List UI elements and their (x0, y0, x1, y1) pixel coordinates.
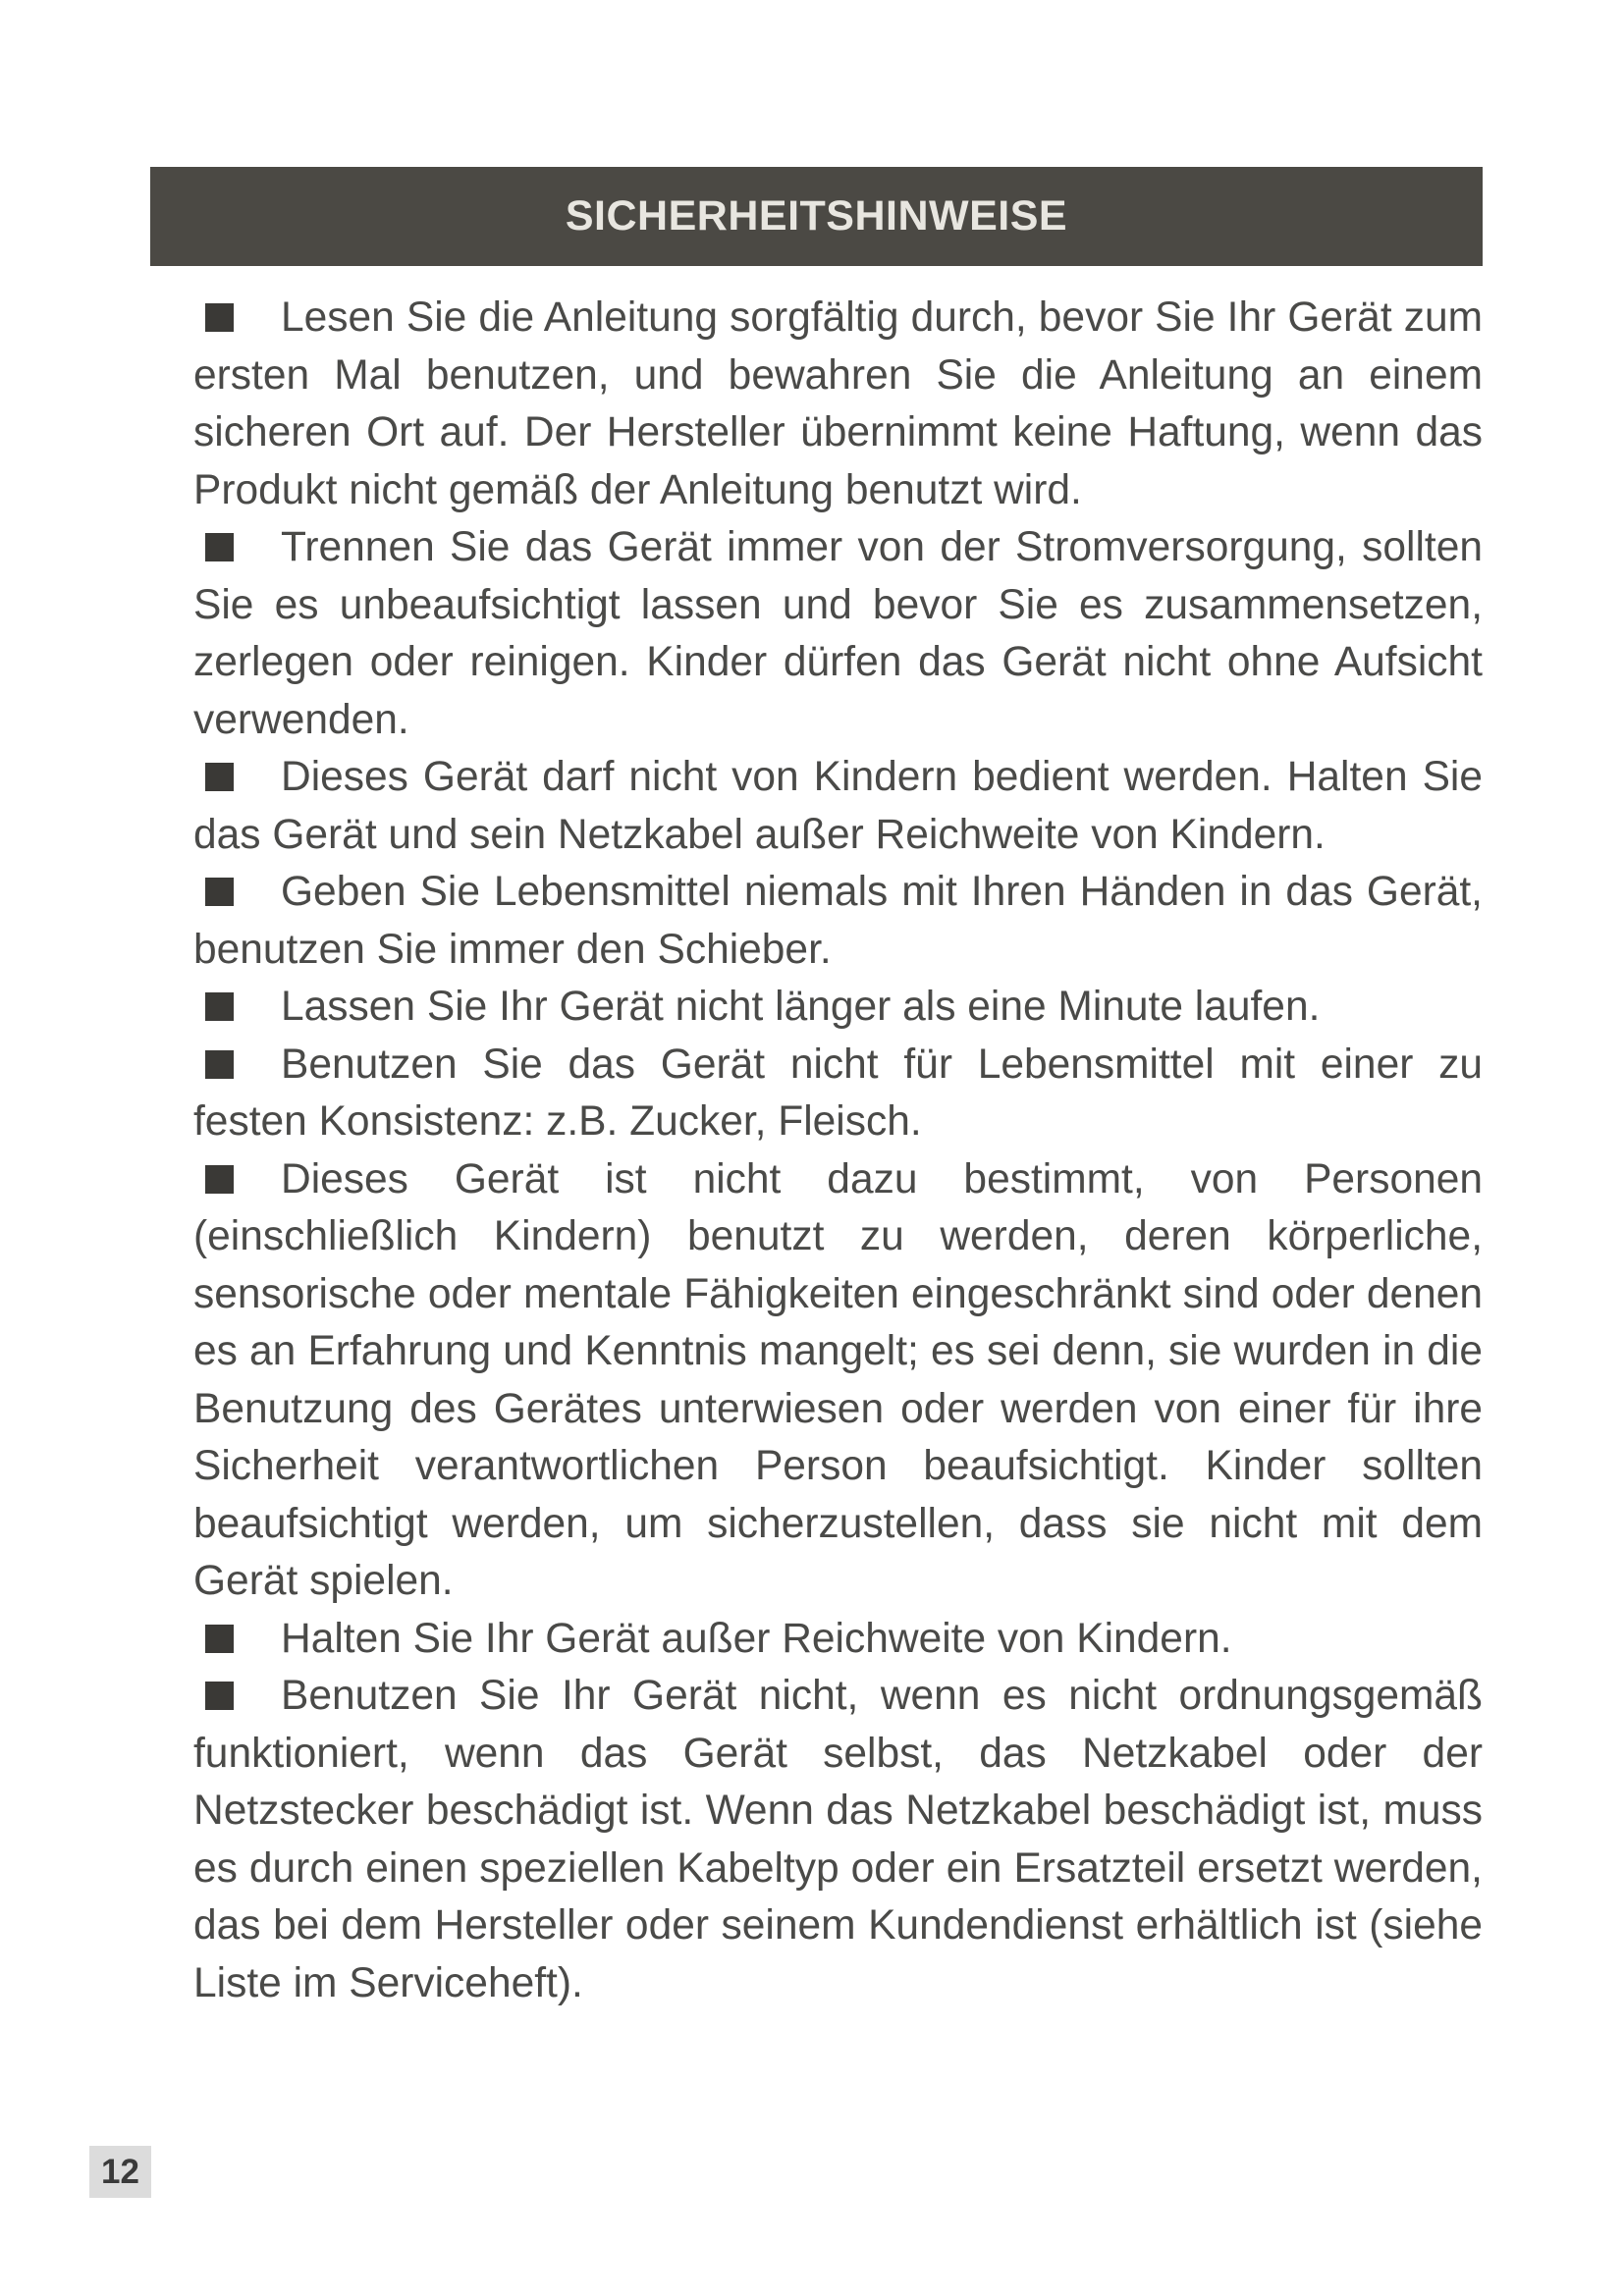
list-item (193, 1668, 1483, 2012)
page-number-label: 12 (101, 2152, 139, 2191)
square-bullet-icon (205, 1050, 234, 1079)
square-bullet-icon (205, 992, 234, 1021)
list-item (193, 749, 1483, 864)
list-item (193, 1037, 1483, 1151)
square-bullet-icon (205, 878, 234, 906)
safety-instructions-list (193, 290, 1483, 2012)
square-bullet-icon (205, 1625, 234, 1653)
list-item (193, 864, 1483, 979)
list-item-text: Lesen Sie die Anleitung sorgfältig durch, bevor Sie Ihr Gerät zum ersten Mal benutzen, und bewahren Sie die Anleitung an einem sicheren Ort auf. Der Hersteller übernimmt keine Haftung, wenn das Produkt nicht gemäß der Anleitung benutzt wird. (193, 294, 1483, 513)
list-item-text: Lassen Sie Ihr Gerät nicht länger als eine Minute laufen. (281, 984, 1321, 1030)
square-bullet-icon (205, 533, 234, 561)
square-bullet-icon (205, 763, 234, 791)
section-header (150, 167, 1483, 266)
list-item-text: Benutzen Sie das Gerät nicht für Lebensmittel mit einer zu festen Konsistenz: z.B. Zucker, Fleisch. (193, 1041, 1483, 1145)
list-item-text: Dieses Gerät darf nicht von Kindern bedient werden. Halten Sie das Gerät und sein Netzkabel außer Reichweite von Kindern. (193, 754, 1483, 858)
list-item-text: Geben Sie Lebensmittel niemals mit Ihren Händen in das Gerät, benutzen Sie immer den Schieber. (193, 869, 1483, 973)
list-item-text: Halten Sie Ihr Gerät außer Reichweite von Kindern. (281, 1615, 1232, 1662)
list-item (193, 290, 1483, 519)
square-bullet-icon (205, 303, 234, 332)
section-title: SICHERHEITSHINWEISE (565, 192, 1068, 240)
list-item (193, 979, 1483, 1037)
list-item (193, 1151, 1483, 1611)
list-item-text: Benutzen Sie Ihr Gerät nicht, wenn es nicht ordnungsgemäß funktioniert, wenn das Gerät selbst, das Netzkabel oder der Netzstecker beschädigt ist. Wenn das Netzkabel beschädigt ist, muss es durch einen speziellen Kabeltyp oder ein Ersatzteil ersetzt werden, das bei dem Hersteller oder seinem Kundendienst erhältlich ist (siehe Liste im Serviceheft). (193, 1673, 1483, 2006)
page-number (89, 2146, 151, 2198)
list-item-text: Trennen Sie das Gerät immer von der Stromversorgung, sollten Sie es unbeaufsichtigt lassen und bevor Sie es zusammensetzen, zerlegen oder reinigen. Kinder dürfen das Gerät nicht ohne Aufsicht verwenden. (193, 524, 1483, 743)
list-item (193, 519, 1483, 749)
square-bullet-icon (205, 1682, 234, 1710)
list-item (193, 1611, 1483, 1669)
list-item-text: Dieses Gerät ist nicht dazu bestimmt, von Personen (einschließlich Kindern) benutzt zu werden, deren körperliche, sensorische oder mentale Fähigkeiten eingeschränkt sind oder denen es an Erfahrung und Kenntnis mangelt; es sei denn, sie wurden in die Benutzung des Gerätes unterwiesen oder werden von einer für ihre Sicherheit verantwortlichen Person beaufsichtigt. Kinder sollten beaufsichtigt werden, um sicherzustellen, dass sie nicht mit dem Gerät spielen. (193, 1155, 1483, 1604)
square-bullet-icon (205, 1165, 234, 1194)
